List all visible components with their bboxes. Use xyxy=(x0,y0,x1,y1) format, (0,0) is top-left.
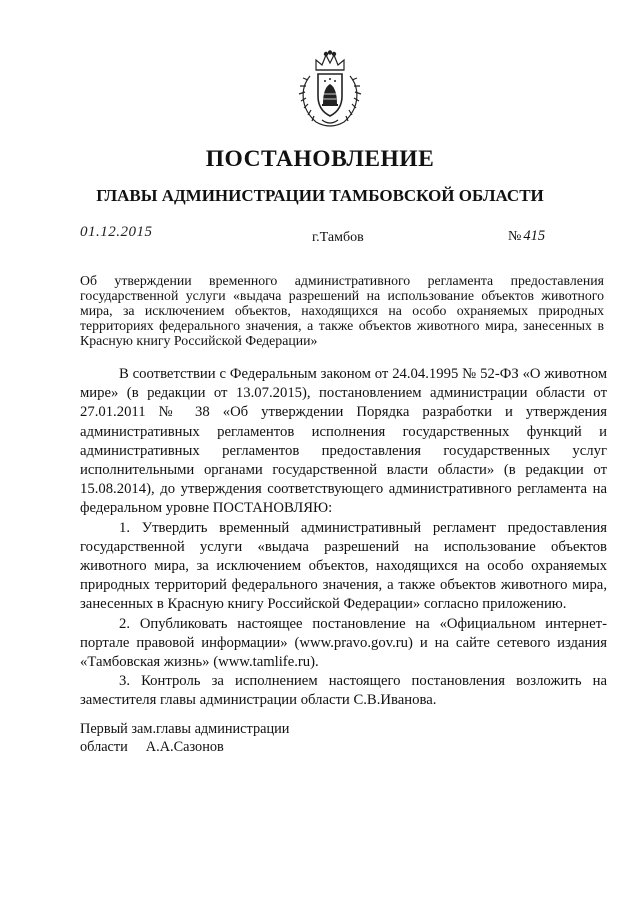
document-city: г.Тамбов xyxy=(312,230,364,245)
item-2-paragraph: 2. Опубликовать настоящее постановление на «Официальном интернет-портале правовой информации» (www.pravo.gov.ru) и на сайте сетевого издания «Тамбовская жизнь» (www.tamlife.ru). xyxy=(80,615,607,671)
signer-line-2 xyxy=(80,738,289,756)
signer-position: Первый зам.главы администрации xyxy=(80,721,290,737)
document-date: 01.12.2015 xyxy=(80,224,153,240)
document-number xyxy=(508,228,545,245)
preamble-paragraph: В соответствии с Федеральным законом от 24.04.1995 № 52-ФЗ «О животном мире» (в редакции от 13.07.2015), постановлением администрации области от 27.01.2011 № 38 «Об утверждении Порядка разработки и утверждения административных регламентов исполнения государственных функций и административных регламентов предоставления государственных услуг исполнительными органами государственной власти области» (в редакции от 15.08.2014), до утверждения соответствующего административного регламента на федеральном уровне ПОСТАНОВЛЯЮ: xyxy=(80,366,607,517)
document-subtitle: ГЛАВЫ АДМИНИСТРАЦИИ ТАМБОВСКОЙ ОБЛАСТИ xyxy=(96,186,544,205)
document-body xyxy=(80,365,607,711)
signature-block xyxy=(80,720,289,756)
item-3-paragraph: 3. Контроль за исполнением настоящего постановления возложить на заместителя главы администрации области С.В.Иванова. xyxy=(80,673,607,709)
document-title: ПОСТАНОВЛЕНИЕ xyxy=(205,146,435,172)
document-subject xyxy=(80,273,604,348)
subject-text: Об утверждении временного административного регламента предоставления государственной услуги «выдача разрешений на использование объектов животного мира, за исключением объектов, находящихся на особо охраняемых природных территориях федерального значения, а также объектов животного мира, занесенных в Красную книгу Российской Федерации» xyxy=(80,273,604,348)
signer-name: А.А.Сазонов xyxy=(145,739,224,755)
number-value: 415 xyxy=(523,228,546,244)
item-1-paragraph: 1. Утвердить временный административный регламент предоставления государственной услуги «выдача разрешений на использование объектов животного мира, за исключением объектов, находящихся на особо охраняемых природных территорий федерального значения, а также объектов животного мира, занесенных в Красную книгу Российской Федерации» согласно приложению. xyxy=(80,519,607,613)
signer-position-cont: области xyxy=(80,739,128,755)
number-prefix: № xyxy=(508,229,522,244)
tambov-coat-of-arms-icon xyxy=(294,50,366,130)
